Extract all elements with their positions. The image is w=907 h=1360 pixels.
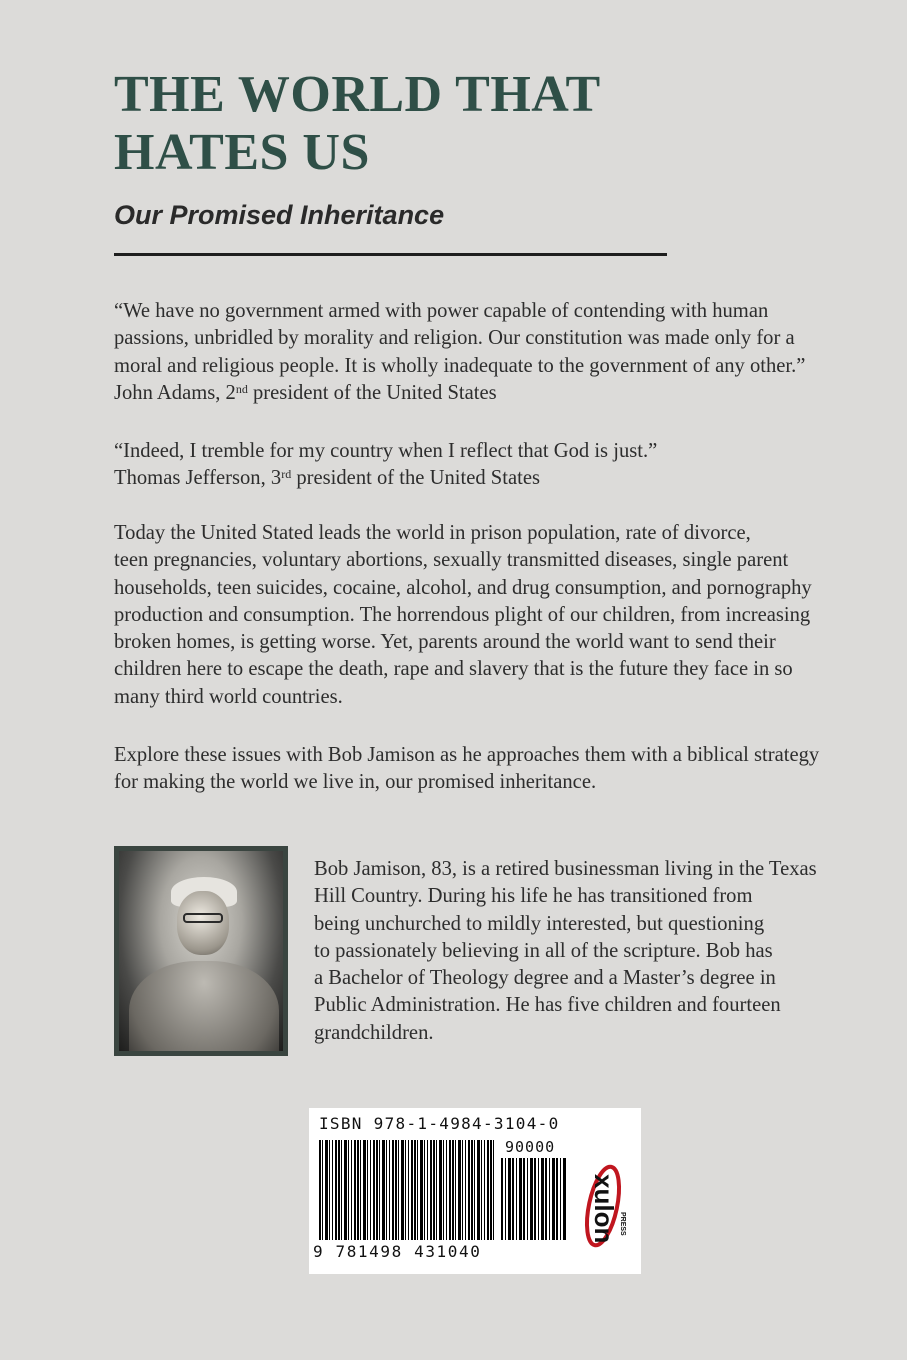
bio-line: Bob Jamison, 83, is a retired businessman living in the Texas bbox=[314, 858, 817, 880]
quote-attribution: John Adams, 2nd president of the United States bbox=[114, 381, 497, 404]
publisher-sub: PRESS bbox=[619, 1212, 626, 1236]
author-photo bbox=[114, 846, 288, 1056]
barcode-panel bbox=[309, 1108, 641, 1274]
ean-barcode bbox=[319, 1140, 495, 1240]
paragraph-line: Explore these issues with Bob Jamison as he approaches them with a biblical strategy bbox=[114, 744, 820, 766]
ean-digits: 9 781498 431040 bbox=[313, 1242, 482, 1261]
bio-line: Hill Country. During his life he has transitioned from bbox=[314, 885, 753, 908]
paragraph-line: households, teen suicides, cocaine, alcohol, and drug consumption, and pornography bbox=[114, 576, 812, 599]
quote-adams bbox=[114, 298, 849, 407]
bio-line: to passionately believing in all of the scripture. Bob has bbox=[314, 939, 773, 962]
paragraph-line: broken homes, is getting worse. Yet, parents around the world want to send their bbox=[114, 631, 776, 654]
quote-line: “Indeed, I tremble for my country when I reflect that God is just.” bbox=[114, 440, 658, 462]
isbn-label: ISBN 978-1-4984-3104-0 bbox=[319, 1114, 560, 1133]
paragraph-line: for making the world we live in, our promised inheritance. bbox=[114, 771, 597, 794]
paragraph-line: many third world countries. bbox=[114, 685, 343, 708]
quote-jefferson bbox=[114, 438, 849, 493]
author-bio bbox=[314, 856, 848, 1047]
addon-barcode bbox=[501, 1158, 567, 1240]
publisher-name: xulon bbox=[589, 1174, 619, 1244]
paragraph-line: children here to escape the death, rape and slavery that is the future they face in so bbox=[114, 658, 793, 681]
bio-line: grandchildren. bbox=[314, 1021, 434, 1044]
description-paragraph bbox=[114, 520, 849, 711]
paragraph-line: Today the United Stated leads the world in prison population, rate of divorce, bbox=[114, 522, 751, 544]
book-title bbox=[114, 66, 734, 182]
title-divider bbox=[114, 253, 667, 256]
paragraph-line: teen pregnancies, voluntary abortions, sexually transmitted diseases, single parent bbox=[114, 549, 789, 572]
title-line-1: THE WORLD THAT bbox=[114, 66, 601, 123]
quote-line: “We have no government armed with power capable of contending with human bbox=[114, 300, 769, 322]
quote-attribution: Thomas Jefferson, 3rd president of the United States bbox=[114, 467, 540, 490]
quote-line: passions, unbridled by morality and religion. Our constitution was made only for a bbox=[114, 327, 795, 350]
invitation-paragraph bbox=[114, 742, 849, 797]
book-subtitle: Our Promised Inheritance bbox=[114, 200, 445, 230]
paragraph-line: production and consumption. The horrendous plight of our children, from increasing bbox=[114, 603, 811, 626]
price-addon-label: 90000 bbox=[505, 1138, 556, 1156]
bio-line: being unchurched to mildly interested, but questioning bbox=[314, 912, 765, 935]
title-line-2: HATES US bbox=[114, 124, 370, 181]
bio-line: a Bachelor of Theology degree and a Master’s degree in bbox=[314, 967, 776, 990]
publisher-logo bbox=[581, 1144, 631, 1264]
quote-line: moral and religious people. It is wholly inadequate to the government of any other.” bbox=[114, 354, 806, 377]
bio-line: Public Administration. He has five children and fourteen bbox=[314, 994, 781, 1017]
